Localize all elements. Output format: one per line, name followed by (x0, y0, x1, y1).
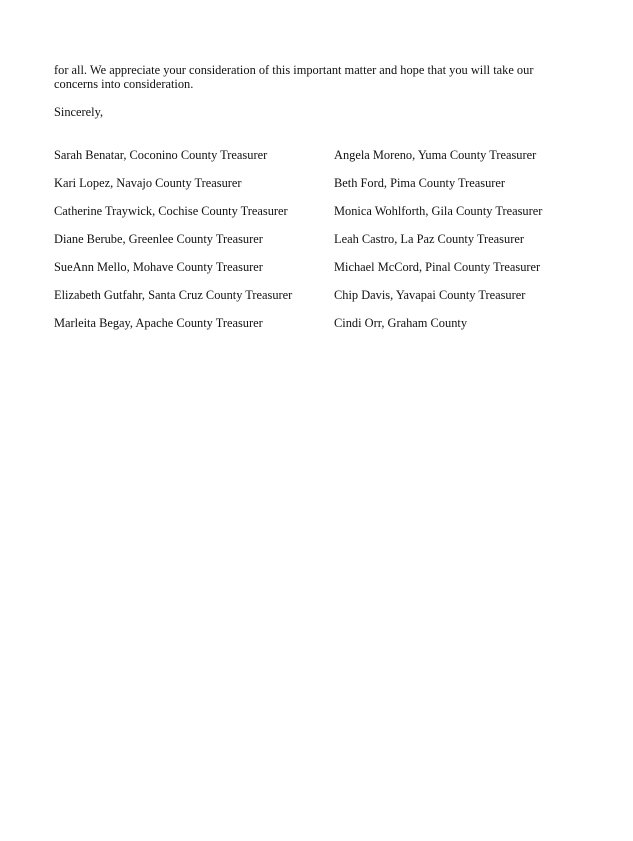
signature-line: Angela Moreno, Yuma County Treasurer (334, 148, 537, 162)
signature-line: Marleita Begay, Apache County Treasurer (54, 316, 263, 330)
signature-line: Elizabeth Gutfahr, Santa Cruz County Treasurer (54, 288, 293, 302)
signature-line: Catherine Traywick, Cochise County Treasurer (54, 204, 288, 218)
signature-line: Michael McCord, Pinal County Treasurer (334, 260, 541, 274)
signature-line: SueAnn Mello, Mohave County Treasurer (54, 260, 263, 274)
signature-line: Cindi Orr, Graham County (334, 316, 468, 330)
signature-line: Beth Ford, Pima County Treasurer (334, 176, 506, 190)
body-paragraph: for all. We appreciate your consideration of this important matter and hope that you will take our concerns into consideration. (54, 63, 534, 91)
signature-line: Leah Castro, La Paz County Treasurer (334, 232, 524, 246)
signature-line: Diane Berube, Greenlee County Treasurer (54, 232, 263, 246)
closing: Sincerely, (54, 105, 104, 119)
signature-line: Monica Wohlforth, Gila County Treasurer (334, 204, 543, 218)
signature-line: Sarah Benatar, Coconino County Treasurer (54, 148, 268, 162)
signature-line: Kari Lopez, Navajo County Treasurer (54, 176, 242, 190)
signature-line: Chip Davis, Yavapai County Treasurer (334, 288, 526, 302)
